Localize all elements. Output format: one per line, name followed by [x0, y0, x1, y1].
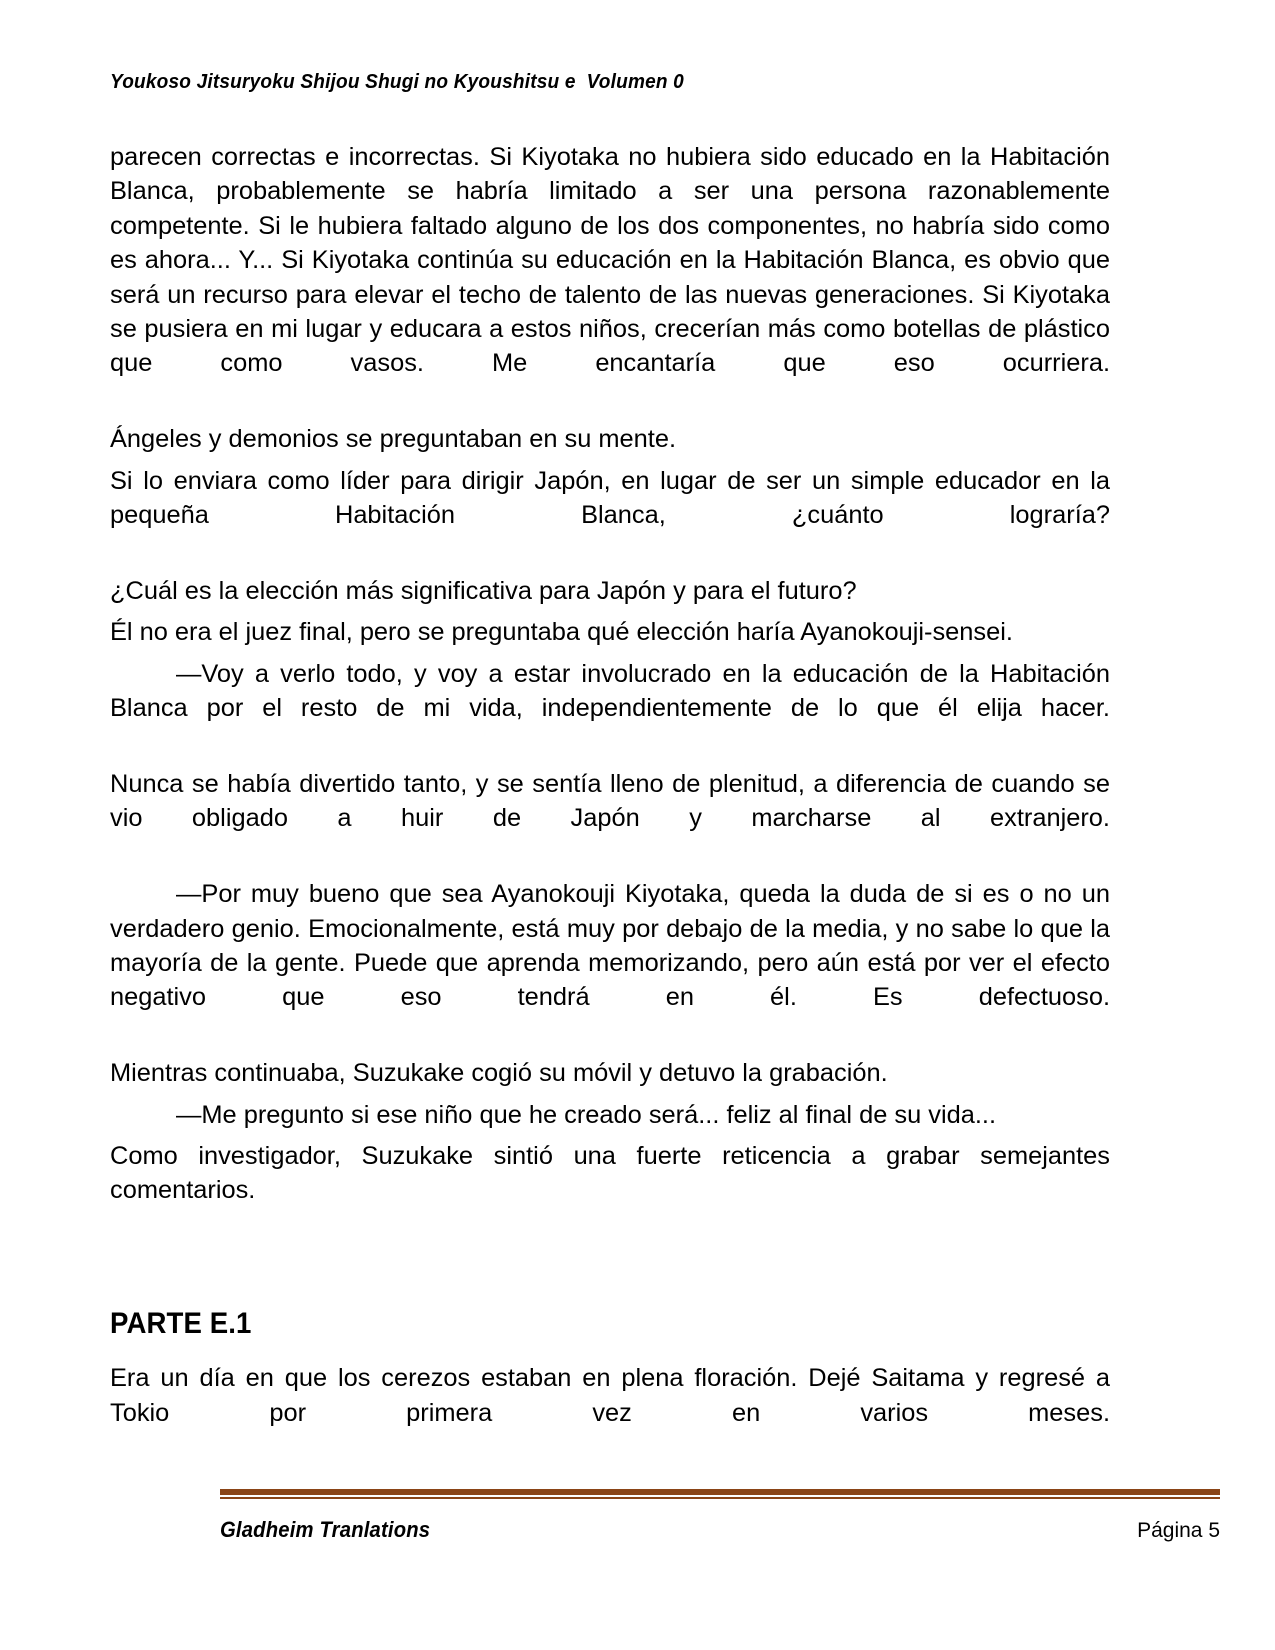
- body-paragraph: ¿Cuál es la elección más significativa para Japón y para el futuro?: [110, 576, 857, 605]
- body-paragraph: Era un día en que los cerezos estaban en plena floración. Dejé Saitama y regresé a Tokio por primera vez en varios meses.: [110, 1364, 1110, 1427]
- heading-spacer-before: [110, 1249, 1110, 1307]
- page-body: [110, 140, 1110, 1471]
- heading-spacer-after: [110, 1341, 1110, 1361]
- footer-row: [220, 1517, 1220, 1543]
- section-heading-parte-e1: PARTE E.1: [110, 1307, 252, 1341]
- body-paragraph: —Por muy bueno que sea Ayanokouji Kiyotaka, queda la duda de si es o no un verdadero genio. Emocionalmente, está muy por debajo de la media, y no sabe lo que la mayoría de la gente. Puede que aprenda memorizando, pero aún está por ver el efecto negativo que eso tendrá en él. Es defectuoso.: [110, 880, 1110, 1012]
- body-paragraph: —Me pregunto si ese niño que he creado será... feliz al final de su vida...: [176, 1100, 997, 1129]
- footer-divider-thin: [220, 1497, 1220, 1499]
- body-paragraph: —Voy a verlo todo, y voy a estar involucrado en la educación de la Habitación Blanca por el resto de mi vida, independientemente de lo que él elija hacer.: [110, 659, 1110, 723]
- footer-page-number: Página 5: [1137, 1519, 1220, 1542]
- footer-translator-credit: Gladheim Tranlations: [220, 1517, 431, 1542]
- body-paragraph: Ángeles y demonios se preguntaban en su mente.: [110, 425, 677, 454]
- page-content-frame: [110, 0, 1220, 1650]
- body-paragraph: Si lo enviara como líder para dirigir Japón, en lugar de ser un simple educador en la pequeña Habitación Blanca, ¿cuánto lograría?: [110, 466, 1110, 530]
- body-paragraph: Como investigador, Suzukake sintió una fuerte reticencia a grabar semejantes comentarios.: [110, 1141, 1110, 1205]
- body-paragraph: Nunca se había divertido tanto, y se sentía lleno de plenitud, a diferencia de cuando se vio obligado a huir de Japón y marcharse al extranjero.: [110, 769, 1110, 833]
- body-paragraph: Mientras continuaba, Suzukake cogió su móvil y detuvo la grabación.: [110, 1059, 888, 1088]
- page-header: [110, 70, 1110, 94]
- body-paragraph: Él no era el juez final, pero se preguntaba qué elección haría Ayanokouji-sensei.: [110, 618, 1013, 647]
- page-footer: [220, 1489, 1220, 1543]
- header-title: Youkoso Jitsuryoku Shijou Shugi no Kyoushitsu e Volumen 0: [110, 70, 684, 93]
- body-paragraph: parecen correctas e incorrectas. Si Kiyotaka no hubiera sido educado en la Habitación Blanca, probablemente se habría limitado a ser una persona razonablemente competente. Si le hubiera faltado alguno de los dos componentes, no habría sido como es ahora... Y... Si Kiyotaka continúa su educación en la Habitación Blanca, es obvio que será un recurso para elevar el techo de talento de las nuevas generaciones. Si Kiyotaka se pusiera en mi lugar y educara a estos niños, crecerían más como botellas de plástico que como vasos. Me encantaría que eso ocurriera.: [110, 143, 1110, 378]
